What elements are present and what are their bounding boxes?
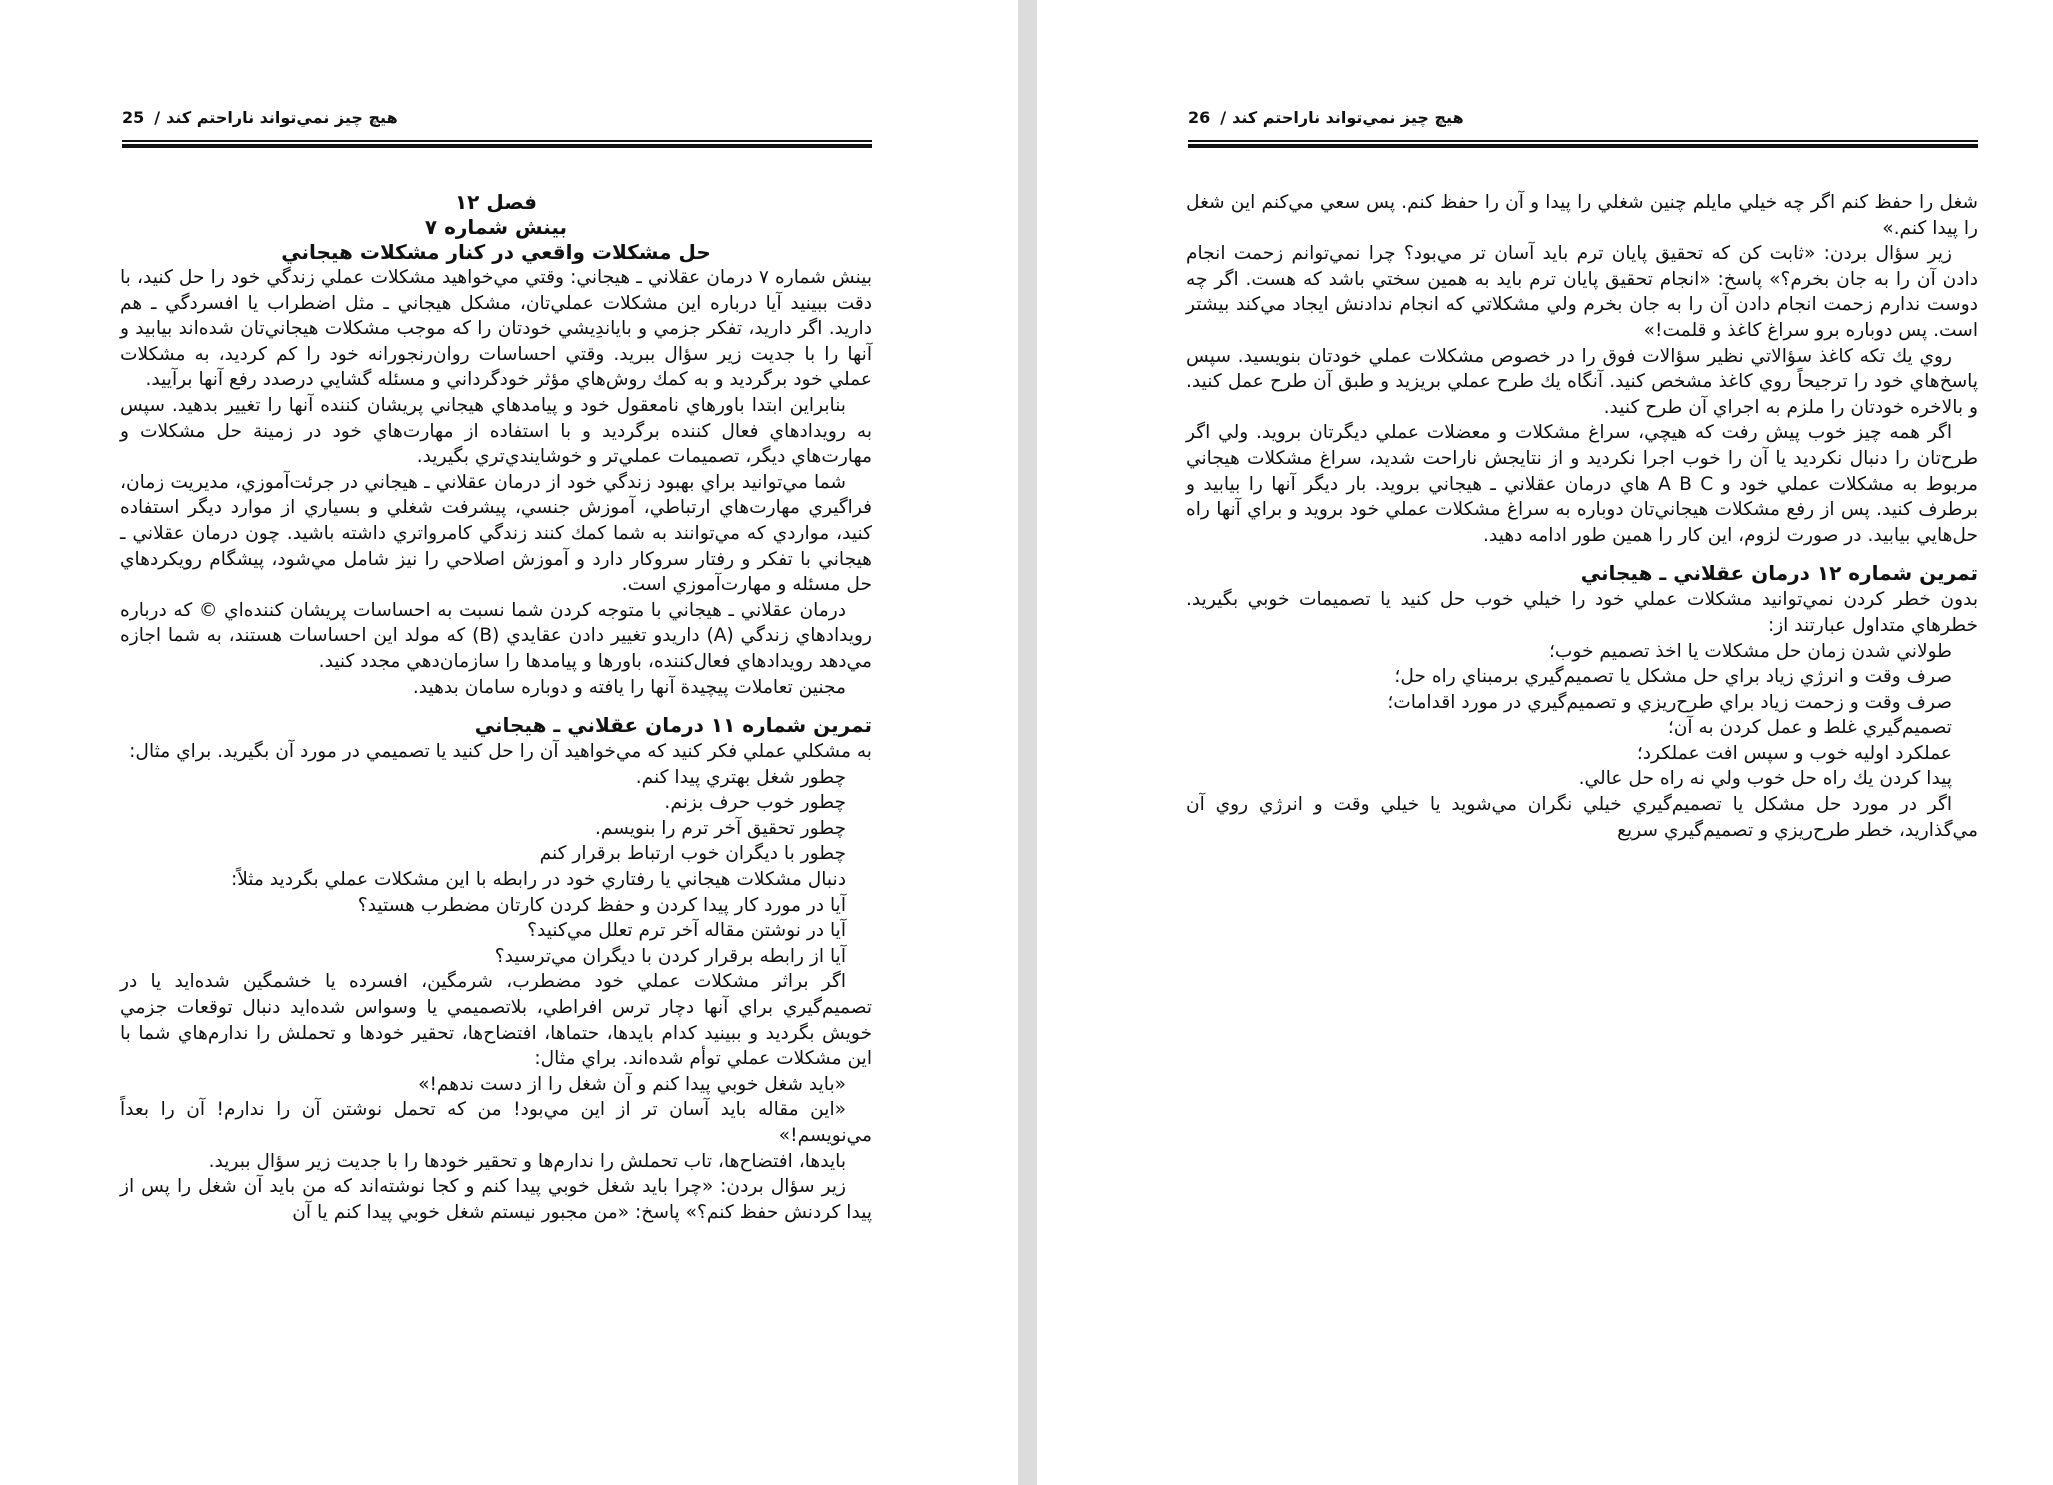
paragraph: بدون خطر كردن نمي‌توانيد مشكلات عملي خود را خيلي خوب حل كنيد يا تصميمات خوبي بگيريد. خطرهاي متداول عبارتند از:	[1186, 589, 1978, 636]
paragraph: اگر براثر مشكلات عملي خود مضطرب، شرمگين، افسرده يا خشمگين شده‌ايد يا در تصميم‌گيري براي آنها دچار ترس افراطي، بلاتصميمي يا وسواس شده‌ايد دنبال توقعات جزمي خويش بگرديد و ببينيد كدام بايدها، حتماها، افتضاح‌ها، تحقير خودها و تحملش را ندارم‌هاي شما با اين مشكلات عملي توأم شده‌اند. براي مثال:	[120, 971, 872, 1070]
list-item: عملكرد اوليه خوب و سپس افت عملكرد؛	[1636, 742, 1952, 764]
paragraph: درمان عقلاني ـ هيجاني با متوجه كردن شما نسبت به احساسات پريشان كننده‌اي © كه درباره رويدادهاي زندگي (A) داريدو تغيير دادن عقايدي (B) كه مولد اين احساسات هستند، به شما اجازه مي‌دهد رويدادهاي فعال‌كننده، باورها و پيامدها را سازمان‌دهي مجدد كنيد.	[120, 599, 873, 672]
header-rule	[1188, 140, 1978, 148]
paragraph: بنابراين ابتدا باورهاي نامعقول خود و پيامدهاي هيجاني پريشان كننده آنها را تغيير بدهيد. سپس به رويدادهاي فعال كننده برگرديد و با استفاده از مهارت‌هاي خود در زمينة حل مشكلات و مهارت‌هاي ديگر، تصميمات عملي‌تر و خوشايندي‌تري بگيريد.	[120, 394, 872, 468]
page-gutter	[1018, 0, 1037, 1485]
list-item: طولاني شدن زمان حل مشكلات يا اخذ تصميم خوب؛	[1548, 640, 1952, 662]
paragraph: زير سؤال بردن: «ثابت كن كه تحقيق پايان ترم بايد آسان تر مي‌بود؟ چرا نمي‌توانم زحمت انجام دادن آن را به جان بخرم؟» پاسخ: «انجام تحقيق پايان ترم بايد به همين سختي باشد كه هست. اگر چه دوست ندارم زحمت انجام دادن آن را به جان بخرم ولي مشكلاتي كه انجام ندادنش ايجاد مي‌كند بيشتر است. پس دوباره برو سراغ كاغذ و قلمت!»	[1186, 243, 1978, 341]
page-number: 25	[122, 108, 145, 127]
exercise-title: تمرين شماره ۱۱ درمان عقلاني ـ هيجاني	[474, 713, 872, 738]
chapter-number: فصل ۱۲	[454, 190, 538, 214]
header-title: هيچ چيز نمي‌تواند ناراحتم كند	[1232, 108, 1464, 127]
page-body	[1186, 190, 1978, 843]
right-page	[1037, 0, 2053, 1485]
list-item: تصميم‌گيري غلط و عمل كردن به آن؛	[1667, 717, 1952, 739]
list-item: صرف وقت و انرژي زياد براي حل مشكل يا تصميم‌گيري برمبناي راه حل؛	[1394, 666, 1952, 688]
exercise-title: تمرين شماره ۱۲ درمان عقلاني ـ هيجاني	[1580, 561, 1978, 586]
chapter-heading: حل مشكلات واقعي در كنار مشكلات هيجاني	[281, 240, 711, 264]
page-body	[120, 190, 872, 1225]
running-header	[122, 108, 398, 127]
paragraph: دنبال مشكلات هيجاني يا رفتاري خود در رابطه با اين مشكلات عملي بگرديد مثلاً:	[230, 869, 846, 891]
paragraph: مجنين تعاملات پيچيدة آنها را يافته و دوباره سامان بدهيد.	[412, 676, 846, 698]
running-header	[1188, 108, 1464, 127]
paragraph: بينش شماره ۷ درمان عقلاني ـ هيجاني: وقتي مي‌خواهيد مشكلات عملي زندگي خود را حل كنيد، با دقت ببينيد آيا درباره اين مشكلات عملي‌تان، مشكل هيجاني ـ مثل اضطراب يا افسردگي ـ هم داريد. اگر داريد، تفكر جزمي و باياندِيشي خودتان را كه موجب مشكلات هيجاني‌تان شده‌اند بيابيد و آنها را با جديت زير سؤال ببريد. وقتي احساسات روان‌رنجورانه خود را كم كرديد، به مشكلات عملي خود برگرديد و به كمك روش‌هاي مؤثر خودگرداني و مسئله گشايي درصدد رفع آنها برآييد.	[120, 267, 872, 391]
paragraph: روي يك تكه كاغذ سؤالاتي نظير سؤالات فوق را در خصوص مشكلات عملي خودتان بنويسيد. سپس پاسخ‌هاي خود را ترجيحاً روي كاغذ مشخص كنيد. آنگاه يك طرح عملي بريزيد و طبق آن طرح عمل كنيد. و بالاخره خودتان را ملزم به اجراي آن طرح كنيد.	[1186, 345, 1978, 418]
paragraph: اگر در مورد حل مشكل يا تصميم‌گيري خيلي نگران مي‌شويد يا خيلي وقت و انرژي روي آن مي‌گذاريد، خطر طرح‌ريزي و تصميم‌گيري سريع	[1186, 794, 1978, 841]
paragraph: به مشكلي عملي فكر كنيد كه مي‌خواهيد آن را حل كنيد يا تصميمي در مورد آن بگيريد. براي مثال:	[129, 741, 872, 763]
quote: «اين مقاله بايد آسان تر از اين مي‌بود! من كه تحمل نوشتن آن را ندارم! آن را بعداً مي‌نويسم!»	[120, 1099, 872, 1146]
header-separator: /	[154, 108, 161, 127]
list-item: چطور با ديگران خوب ارتباط برقرار كنم	[539, 843, 846, 865]
quote: «بايد شغل خوبي پيدا كنم و آن شغل را از دست ندهم!»	[418, 1073, 846, 1095]
list-item: صرف وقت و زحمت زياد براي طرح‌ريزي و تصميم‌گيري در مورد اقدامات؛	[1387, 691, 1952, 713]
list-item: چطور خوب حرف بزنم.	[664, 792, 846, 814]
list-item: آيا در مورد كار پيدا كردن و حفظ كردن كارتان مضطرب هستيد؟	[357, 894, 846, 916]
list-item: پيدا كردن يك راه حل خوب ولي نه راه حل عالي.	[1578, 768, 1952, 790]
left-page	[0, 0, 1018, 1485]
list-item: چطور تحقيق آخر ترم را بنويسم.	[594, 817, 846, 839]
header-separator: /	[1220, 108, 1227, 127]
list-item: آيا از رابطه برقرار كردن با ديگران مي‌ترسيد؟	[494, 945, 846, 967]
paragraph: شما مي‌توانيد براي بهبود زندگي خود از درمان عقلاني ـ هيجاني در جرئت‌آموزي، مديريت زمان، فراگيري مهارت‌هاي ارتباطي، آموزش جنسي، پيشرفت شغلي و بسياري از موارد ديگر استفاده كنيد، مواردي كه مي‌توانند به شما كمك كنند زندگي كامرواتري داشته باشيد. چون درمان عقلاني ـ هيجاني با تفكر و رفتار سروكار دارد و آموزش اصلاحي را نيز شامل مي‌شود، پيشگام رويكردهاي حل مسئله و مهارت‌آموزي است.	[120, 471, 872, 596]
list-item: آيا در نوشتن مقاله آخر ترم تعلل مي‌كنيد؟	[527, 920, 846, 942]
page-number: 26	[1188, 108, 1211, 127]
paragraph: اگر همه چيز خوب پيش رفت كه هيچي، سراغ مشكلات و معضلات عملي ديگرتان برويد. ولي اگر طرح‌تان را دنبال نكرديد يا آن را خوب اجرا نكرديد و از نتايجش ناراحت شديد، سراغ مشكلات هيجاني مربوط به مشكلات عملي خود و A B C هاي درمان عقلاني ـ هيجاني برويد. بار ديگر آنها را بيابيد و برطرف كنيد. پس از رفع مشكلات هيجاني‌تان دوباره به سراغ مشكلات عملي خود برويد و براي آنها راه حل‌هايي بيابيد. در صورت لزوم، اين كار را همين طور ادامه دهيد.	[1186, 422, 1978, 546]
paragraph: بايدها، افتضاح‌ها، تاب تحملش را ندارم‌ها و تحقير خودها را با جديت زير سؤال ببريد.	[208, 1150, 846, 1172]
header-title: هيچ چيز نمي‌تواند ناراحتم كند	[166, 108, 398, 127]
header-rule	[122, 140, 872, 148]
paragraph: زير سؤال بردن: «چرا بايد شغل خوبي پيدا كنم و كجا نوشته‌اند كه من بايد آن شغل را پس از پيدا كردنش حفظ كنم؟» پاسخ: «من مجبور نيستم شغل خوبي پيدا كنم يا آن	[120, 1176, 872, 1223]
paragraph: شغل را حفظ كنم اگر چه خيلي مايلم چنين شغلي را پيدا و آن را حفظ كنم. پس سعي مي‌كنم اين شغل را پيدا كنم.»	[1186, 192, 1978, 239]
list-item: چطور شغل بهتري پيدا كنم.	[635, 766, 846, 788]
insight-number: بينش شماره ۷	[424, 215, 568, 239]
